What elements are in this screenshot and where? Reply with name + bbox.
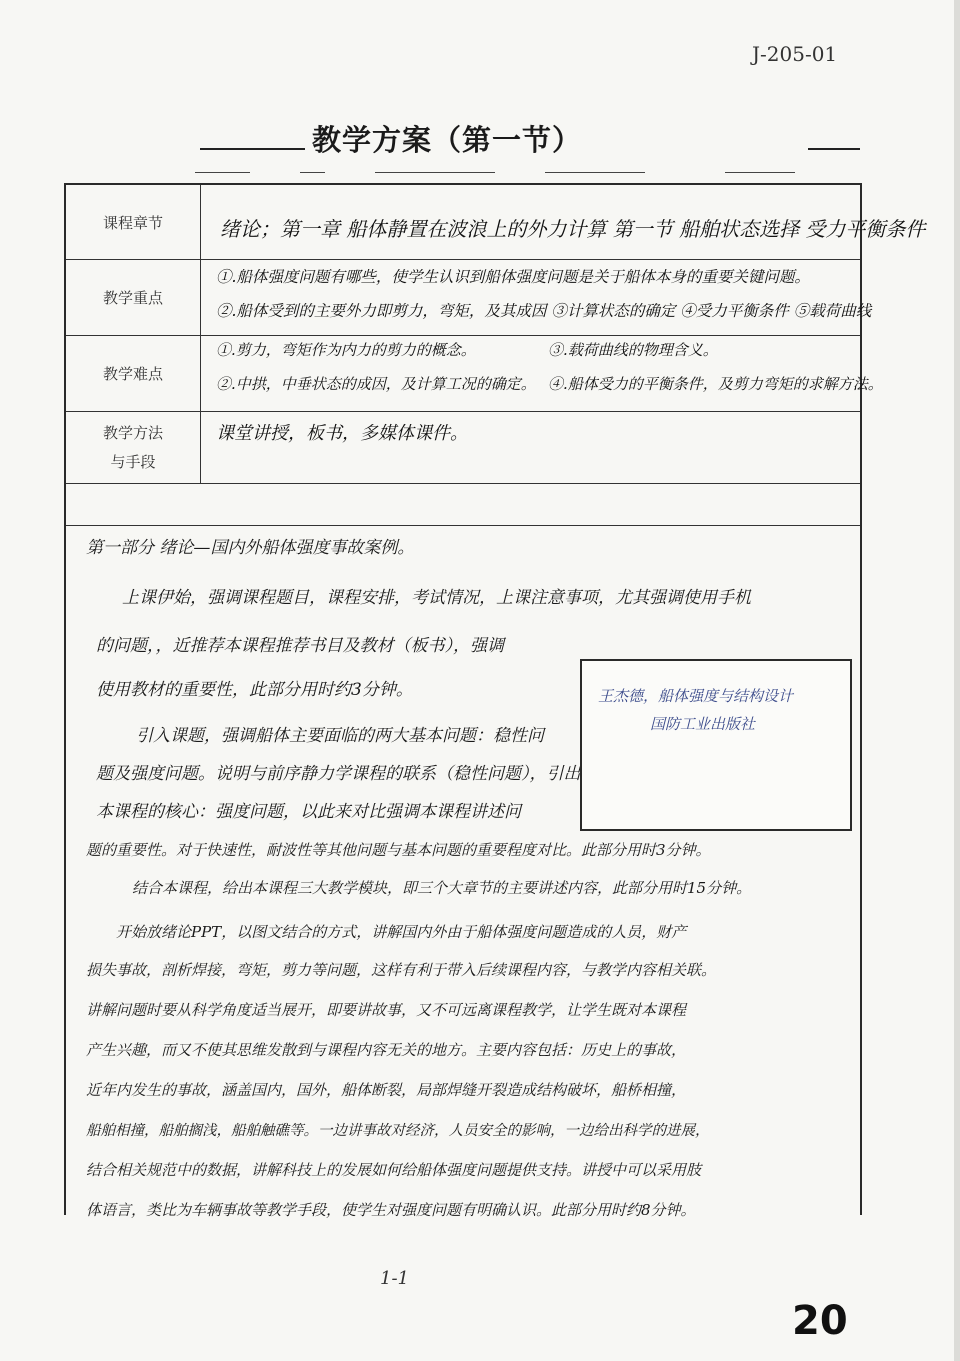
body-line: 结合相关规范中的数据，讲解科技上的发展如何给船体强度问题提供支持。讲授中可以采用肢 xyxy=(86,1161,702,1179)
difficulty-4: ④.船体受力的平衡条件，及剪力弯矩的求解方法。 xyxy=(548,375,883,393)
title-rule-left xyxy=(200,148,305,150)
chapter-text: 绪论；第一章 船体静置在波浪上的外力计算 第一节 船舶状态选择 受力平衡条件 xyxy=(220,217,926,241)
scan-edge xyxy=(954,0,960,1361)
body-line: 第一部分 绪论—国内外船体强度事故案例。 xyxy=(86,538,415,558)
body-line: 近年内发生的事故，涵盖国内，国外，船体断裂，局部焊缝开裂造成结构破坏，船桥相撞， xyxy=(86,1081,687,1099)
page-title: 教学方案（第一节） xyxy=(312,123,583,157)
label-methods-line-1: 教学方法 xyxy=(102,424,163,442)
document-code: J-205-01 xyxy=(752,42,838,66)
body-line: 讲解问题时要从科学角度适当展开，即要讲故事，又不可远离课程教学，让学生既对本课程 xyxy=(86,1001,687,1019)
value-difficulties xyxy=(212,335,883,411)
table-row-difficulties xyxy=(66,335,883,412)
reference-book-box xyxy=(580,659,852,831)
body-line: 体语言，类比为车辆事故等教学手段，使学生对强度问题有明确认识。此部分用时约8分钟。 xyxy=(86,1201,696,1219)
value-key-points xyxy=(212,259,872,335)
body-line: 开始放绪论PPT，以图文结合的方式，讲解国内外由于船体强度问题造成的人员，财产 xyxy=(116,923,687,941)
label-difficulties: 教学难点 xyxy=(66,335,201,411)
body-line: 题及强度问题。说明与前序静力学课程的联系（稳性问题），引出 xyxy=(96,764,581,784)
methods-text: 课堂讲授，板书，多媒体课件。 xyxy=(216,423,468,444)
key-point-line-2: ②.船体受到的主要外力即剪力，弯矩，及其成因 ③计算状态的确定 ④受力平衡条件 ⑤载荷曲线 xyxy=(216,302,872,320)
body-line: 使用教材的重要性，此部分用时约3分钟。 xyxy=(96,680,413,700)
label-methods-line-2: 与手段 xyxy=(110,453,156,471)
difficulty-1: ①.剪力，弯矩作为内力的剪力的概念。 xyxy=(216,341,476,359)
body-line: 引入课题，强调船体主要面临的两大基本问题：稳性问 xyxy=(136,726,544,746)
difficulty-2: ②.中拱，中垂状态的成因，及计算工况的确定。 xyxy=(216,375,536,393)
table-row-chapter xyxy=(66,185,926,260)
reference-book-title: 王杰德，船体强度与结构设计 xyxy=(598,687,794,705)
label-methods xyxy=(66,411,201,483)
title-row xyxy=(200,118,860,158)
title-rule-right xyxy=(808,148,860,150)
table-row-methods xyxy=(66,411,860,484)
body-line: 题的重要性。对于快速性，耐波性等其他问题与基本问题的重要程度对比。此部分用时3分钟。 xyxy=(86,841,711,859)
page-number: 20 xyxy=(792,1298,848,1344)
table-row-empty xyxy=(66,483,860,526)
key-point-line-1: ①.船体强度问题有哪些，使学生认识到船体强度问题是关于船体本身的重要关键问题。 xyxy=(216,268,810,286)
value-chapter xyxy=(212,185,926,259)
label-key-points: 教学重点 xyxy=(66,259,201,335)
lesson-plan-table xyxy=(64,183,926,1219)
reference-publisher: 国防工业出版社 xyxy=(650,715,756,733)
body-line: 上课伊始，强调课程题目，课程安排，考试情况，上课注意事项，尤其强调使用手机 xyxy=(122,588,751,608)
body-line: 结合本课程，给出本课程三大教学模块，即三个大章节的主要讲述内容，此部分用时15分钟。 xyxy=(132,879,752,897)
body-line: 的问题，，近推荐本课程推荐书目及教材（板书），强调 xyxy=(96,636,504,656)
body-line: 本课程的核心：强度问题，以此来对比强调本课程讲述问 xyxy=(96,802,521,822)
body-line: 损失事故，剖析焊接，弯矩，剪力等问题，这样有利于带入后续课程内容，与教学内容相关联。 xyxy=(86,961,717,979)
body-line: 船舶相撞，船舶搁浅，船舶触礁等。一边讲事故对经济，人员安全的影响，一边给出科学的进展， xyxy=(86,1123,710,1139)
page-reference: 1-1 xyxy=(380,1268,409,1289)
body-line: 产生兴趣，而又不使其思维发散到与课程内容无关的地方。主要内容包括：历史上的事故， xyxy=(86,1041,687,1059)
label-chapter: 课程章节 xyxy=(66,185,201,259)
table-row-key-points xyxy=(66,259,872,336)
value-methods xyxy=(212,411,854,483)
difficulty-3: ③.载荷曲线的物理含义。 xyxy=(548,341,718,359)
